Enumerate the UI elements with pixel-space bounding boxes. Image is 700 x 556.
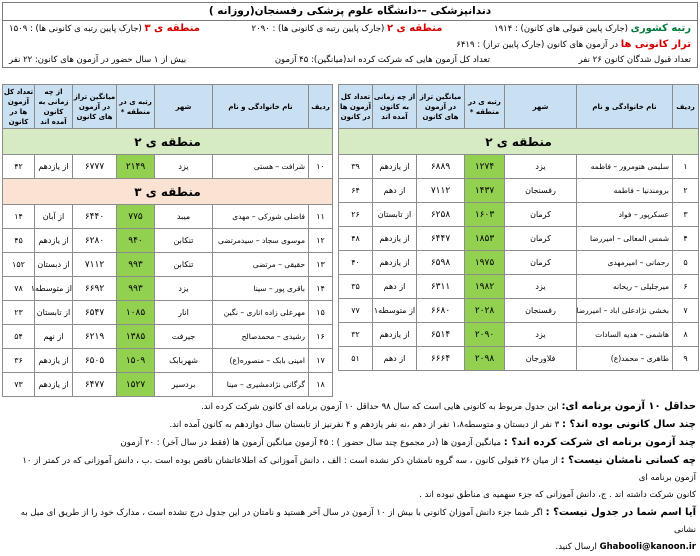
left-rows-region3 [3,205,333,397]
cell-city: جیرفت [155,325,213,349]
cell-score: ۶۲۱۹ [73,325,117,349]
one-year-count: بیش از ۱ سال حضور در آزمون های کانون: ۲۲ نفر [9,55,187,65]
table-row [3,277,333,301]
cell-count: ۷۳ [3,373,35,397]
cell-since: از نهم [35,325,73,349]
cell-idx: ۱۰ [309,155,333,179]
cell-count: ۴۲ [3,155,35,179]
cell-score: ۶۴۴۰ [73,205,117,229]
cell-idx: ۹ [673,347,699,371]
col-rank: رتبه ی در منطقه * [117,85,155,129]
cell-idx: ۱۲ [309,229,333,253]
cell-idx: ۱۶ [309,325,333,349]
cell-name: شرافت – هستی [213,155,309,179]
cell-since: از یازدهم [35,155,73,179]
cell-idx: ۳ [673,203,699,227]
note-5b: Ghabooli@kanoon.ir ارسال کنید. [555,542,696,552]
table-row [339,347,699,371]
cell-name: امینی بابک – منصوره(ع) [213,349,309,373]
cell-since: از یازدهم [373,155,417,179]
cell-city: یزد [505,155,577,179]
cell-rank: ۲۰۹۰ [465,323,505,347]
cell-score: ۶۵۹۸ [417,251,465,275]
header-row-2 [3,37,697,53]
cell-idx: ۲ [673,179,699,203]
cell-name: فاضلی شورکی – مهدی [213,205,309,229]
cell-count: ۴۸ [339,227,373,251]
table-row [3,229,333,253]
cell-count: ۶۴ [339,179,373,203]
region-heading: منطقه ی ۲ [339,129,699,155]
cell-count: ۳۲ [339,323,373,347]
col-idx: ردیف [673,85,699,129]
cell-name: حقیقی – مرتضی [213,253,309,277]
col-score: میانگین تراز در آزمون های کانون [73,85,117,129]
cell-score: ۶۸۸۹ [417,155,465,179]
results-table-left [2,84,333,397]
table-row [339,203,699,227]
table-row [3,325,333,349]
col-rank: رتبه ی در منطقه * [465,85,505,129]
note-3: چند آزمون برنامه ای شرکت کرده اند؟ : میانگین آزمون ها (در مجموع چند سال حضور ) : ۴۵ آزمون میانگین آزمون ها (فقط در سال آخر) : ۲۰ آزمون [120,437,696,448]
cell-since: از یازدهم [373,227,417,251]
cell-city: میبد [155,205,213,229]
cell-rank: ۱۹۸۲ [465,275,505,299]
cell-city: تنکابن [155,253,213,277]
cell-score: ۶۲۵۸ [417,203,465,227]
cell-since: از دهم [373,179,417,203]
cell-rank: ۱۸۵۳ [465,227,505,251]
cell-count: ۷۷ [339,299,373,323]
region-heading: منطقه ی ۳ [3,179,333,205]
col-city: شهر [505,85,577,129]
table-row [339,155,699,179]
cell-city: بردسیر [155,373,213,397]
cell-name: باقری پور – سینا [213,277,309,301]
cell-name: رشیدی – محمدصالح [213,325,309,349]
cell-since: از متوسطه۱ [35,277,73,301]
cell-name: عسکرپور – فواد [577,203,673,227]
right-rows [339,155,699,371]
cell-rank: ۱۰۸۵ [117,301,155,325]
cell-rank: ۱۳۸۵ [117,325,155,349]
cell-name: گرگانی نژادمشیری – مینا [213,373,309,397]
notes-section [4,398,696,556]
cell-count: ۵۱ [339,347,373,371]
cell-count: ۲۶ [339,203,373,227]
table-row [339,179,699,203]
cell-city: یزد [505,323,577,347]
table-row [3,205,333,229]
region-heading-row [3,179,333,205]
header-row-1 [3,21,697,37]
table-row [3,301,333,325]
table-row [339,275,699,299]
table-header-row [339,85,699,129]
cell-count: ۳۵ [339,275,373,299]
cell-since: از یازدهم [373,323,417,347]
region3-summary: منطقه ی ۳ (جارک پایین رتبه ی کانونی ها) : ۱۵۰۹ [9,23,200,34]
cell-score: ۶۵۰۵ [73,349,117,373]
cell-name: سلیمی هنومرور – فاطمه [577,155,673,179]
cell-score: ۶۷۷۷ [73,155,117,179]
cell-count: ۱۴ [3,205,35,229]
note-4b: کانون شرکت داشته اند . ج، دانش آموزانی که جزء سهمیه ی مناطق نبوده اند . [419,490,696,500]
cell-name: برومندنیا – فاطمه [577,179,673,203]
cell-since: از یازدهم [35,229,73,253]
cell-city: رفسنجان [505,299,577,323]
cell-name: موسوی سجاد – سیدمرتضی [213,229,309,253]
cell-since: از تابستان [373,203,417,227]
cell-rank: ۲۱۴۹ [117,155,155,179]
cell-since: از متوسطه۱ [373,299,417,323]
results-table-right [338,84,699,371]
note-4: چه کسانی نامشان نیست؟ : از میان ۲۶ قبولی کانون ، سه گروه نامشان ذکر نشده است : الف ، دانش آموزانی که اطلاعاتشان ناقص بوده است .ب ، دانش آموزانی که در کمتر از ۱۰ آزمون برنامه ای [22,455,696,483]
cell-idx: ۱۴ [309,277,333,301]
total-tests: تعداد کل آزمون هایی که شرکت کرده اند(میانگین): ۴۵ آزمون [274,55,490,65]
cell-since: از دبستان [35,253,73,277]
cell-count: ۴۰ [339,251,373,275]
cell-name: میرجلیلی – ریحانه [577,275,673,299]
cell-idx: ۱۸ [309,373,333,397]
cell-city: شهربابک [155,349,213,373]
cell-city: کرمان [505,251,577,275]
region-heading-row [3,129,333,155]
cell-score: ۶۶۹۲ [73,277,117,301]
cell-name: مهرعلی زاده اناری – نگین [213,301,309,325]
cell-score: ۶۵۱۴ [417,323,465,347]
cell-count: ۳۹ [339,155,373,179]
cell-score: ۷۱۱۲ [73,253,117,277]
table-row [3,373,333,397]
cell-score: ۶۵۴۷ [73,301,117,325]
cell-rank: ۲۰۹۸ [465,347,505,371]
email-link[interactable]: Ghabooli@kanoon.ir [599,542,696,552]
cell-count: ۲۳ [3,301,35,325]
col-city: شهر [155,85,213,129]
col-count: تعداد کل آزمون ها در کانون [339,85,373,129]
col-name: نام خانوادگی و نام [213,85,309,129]
cell-rank: ۹۹۳ [117,277,155,301]
table-header-row [3,85,333,129]
region2-summary: منطقه ی ۲ (جارک پایین رتبه ی کانونی ها) : ۲۰۹۰ [251,23,443,34]
cell-rank: ۹۹۳ [117,253,155,277]
cell-since: از تابستان [35,301,73,325]
cell-score: ۷۱۱۲ [417,179,465,203]
col-count: تعداد کل آزمون ها در کانون [3,85,35,129]
cell-since: از یازدهم [35,349,73,373]
cell-count: ۳۶ [3,349,35,373]
cell-rank: ۱۹۷۵ [465,251,505,275]
cell-idx: ۱۷ [309,349,333,373]
cell-city: رفسنجان [505,179,577,203]
cell-since: از دهم [373,347,417,371]
national-rank: رتبه کشوری (جارک پایین قبولی های کانون) : ۱۹۱۴ [494,23,691,34]
col-since: از چه زمانی به کانون آمده اند [35,85,73,129]
table-row [339,227,699,251]
header-box [2,2,698,68]
cell-count: ۷۸ [3,277,35,301]
cell-score: ۶۳۱۱ [417,275,465,299]
cell-rank: ۱۵۰۹ [117,349,155,373]
cell-city: انار [155,301,213,325]
table-row [339,251,699,275]
cell-score: ۶۶۸۰ [417,299,465,323]
header-row-3 [3,53,697,69]
cell-rank: ۷۷۵ [117,205,155,229]
cell-idx: ۶ [673,275,699,299]
cell-rank: ۱۵۲۷ [117,373,155,397]
cell-rank: ۱۴۳۷ [465,179,505,203]
cell-idx: ۵ [673,251,699,275]
table-row [3,253,333,277]
cell-rank: ۱۶۰۳ [465,203,505,227]
col-idx: ردیف [309,85,333,129]
cell-name: بخشی نژادعلی اباد – امیررضا [577,299,673,323]
cell-since: از یازدهم [35,373,73,397]
cell-idx: ۱۳ [309,253,333,277]
cell-name: طاهری – محمد(ع) [577,347,673,371]
col-score: میانگین تراز در آزمون های کانون [417,85,465,129]
cell-city: فلاورجان [505,347,577,371]
cell-name: رحمانی – امیرمهدی [577,251,673,275]
cell-city: کرمان [505,227,577,251]
table-row [3,349,333,373]
cell-rank: ۹۴۰ [117,229,155,253]
note-1: حداقل ۱۰ آزمون برنامه ای: این جدول مربوط به کانونی هایی است که سال ۹۸ حداقل ۱۰ آزمون برنامه ای کانون شرکت کرده اند. [201,401,696,412]
level-summary: تراز کانونی ها در آزمون های کانون (جارک پایین تراز) : ۶۴۱۹ [456,39,691,50]
cell-score: ۶۲۸۰ [73,229,117,253]
cell-score: ۶۴۴۷ [417,227,465,251]
table-row [339,299,699,323]
cell-idx: ۱۱ [309,205,333,229]
cell-name: هاشمی – هدیه السادات [577,323,673,347]
col-since: از چه زمانی به کانون آمده اند [373,85,417,129]
cell-score: ۶۴۷۷ [73,373,117,397]
left-rows-region2 [3,155,333,179]
cell-city: یزد [505,275,577,299]
col-name: نام خانوادگی و نام [577,85,673,129]
note-5: آیا اسم شما در جدول نیست؟ : اگر شما جزء دانش آموزان کانونی با بیش از ۱۰ آزمون در سال آخر هستید و نامتان در این جدول درج نشده است ، مدارک خود را از طریق ای میل به نشانی [20,507,696,535]
cell-idx: ۸ [673,323,699,347]
cell-idx: ۱ [673,155,699,179]
cell-count: ۴۵ [3,229,35,253]
cell-count: ۵۴ [3,325,35,349]
members-count: تعداد قبول شدگان کانون ۲۶ نفر [578,55,691,65]
table-row [3,155,333,179]
cell-since: از یازدهم [373,251,417,275]
table-row [339,323,699,347]
cell-city: یزد [155,155,213,179]
cell-rank: ۱۲۷۴ [465,155,505,179]
cell-city: تنکابن [155,229,213,253]
note-2: چند سال کانونی بوده اند؟ : ۳ نفر از دبستان و متوسطه۱،۸ نفر از دهم ،نه نفر یازدهم و ۴ نفرنیز از تابستان سال دوازدهم به کانون آمده اند. [169,419,696,430]
cell-idx: ۱۵ [309,301,333,325]
cell-city: کرمان [505,203,577,227]
cell-city: یزد [155,277,213,301]
cell-since: از دهم [373,275,417,299]
region-heading: منطقه ی ۲ [3,129,333,155]
cell-score: ۶۶۶۴ [417,347,465,371]
page-title: دندانپزشکی –-دانشگاه علوم پزشکی رفسنجان(روزانه ) [3,3,697,21]
cell-rank: ۲۰۲۸ [465,299,505,323]
cell-name: شمس المعالی – امیررضا [577,227,673,251]
cell-idx: ۴ [673,227,699,251]
region-heading-row [339,129,699,155]
cell-count: ۱۵۲ [3,253,35,277]
cell-since: از آبان [35,205,73,229]
cell-idx: ۷ [673,299,699,323]
